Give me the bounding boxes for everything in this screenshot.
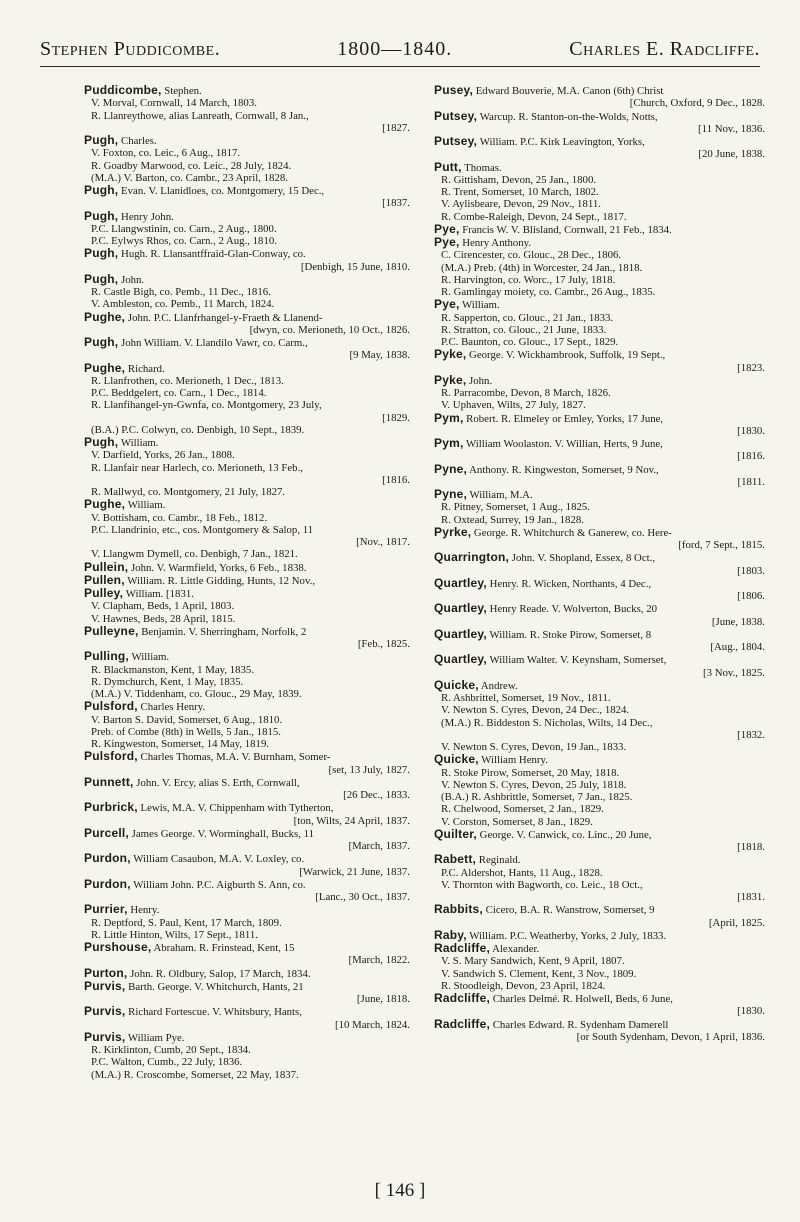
index-entry <box>434 853 769 903</box>
entry-line: (M.A.) R. Croscombe, Somerset, 22 May, 1837. <box>91 1068 299 1081</box>
entry-heading-text: George. R. Whitchurch & Ganerew, co. Here- <box>471 526 672 539</box>
entry-line: R. Llanreythowe, alias Lanreath, Cornwall, 8 Jan., <box>91 109 309 122</box>
entry-line: R. Ashbrittel, Somerset, 19 Nov., 1811. <box>441 692 611 704</box>
entry-continuation: [1830. <box>737 1005 765 1018</box>
entry-continuation: [1806. <box>737 590 765 602</box>
entry-line: R. Castle Bigh, co. Pemb., 11 Dec., 1816. <box>91 286 271 298</box>
entry-line: R. Harvington, co. Worc., 17 July, 1818. <box>441 273 616 286</box>
entry-surname: Purdon, <box>84 876 131 891</box>
index-entry <box>84 801 414 827</box>
entry-continuation: [9 May, 1838. <box>349 349 410 362</box>
entry-line: R. Little Hinton, Wilts, 17 Sept., 1811. <box>91 928 258 941</box>
entry-line: R. Stoodleigh, Devon, 23 April, 1824. <box>441 979 606 992</box>
entry-line: P.C. Eylwys Rhos, co. Carn., 2 Aug., 1810. <box>91 235 277 247</box>
page-number: [ 146 ] <box>374 1180 426 1201</box>
entry-line: R. Mallwyd, co. Montgomery, 21 July, 1827. <box>91 486 286 498</box>
entry-surname: Pusey, <box>434 83 473 97</box>
entry-surname: Pym, <box>434 436 464 450</box>
entry-line: P.C. Aldershot, Hants, 11 Aug., 1828. <box>441 866 603 879</box>
entry-surname: Purvis, <box>84 1029 126 1044</box>
entry-heading-text: Francis W. V. Blisland, Cornwall, 21 Feb., 1834. <box>459 223 672 236</box>
entry-heading-text: George. V. Canwick, co. Linc., 20 June, <box>476 828 652 841</box>
index-entry <box>84 700 414 750</box>
entry-surname: Putsey, <box>434 108 478 123</box>
entry-line: V. Darfield, Yorks, 26 Jan., 1808. <box>91 449 235 462</box>
index-entry <box>84 273 414 311</box>
index-entry <box>434 135 769 161</box>
index-entry <box>84 625 414 651</box>
entry-heading-text: William. <box>128 651 170 664</box>
index-entry <box>434 929 769 942</box>
index-entry <box>434 551 769 577</box>
entry-surname: Purshouse, <box>84 940 152 954</box>
entry-line: R. Llanfihangel-yn-Gwnfa, co. Montgomery, 23 July, <box>91 399 322 412</box>
entry-continuation: [26 Dec., 1833. <box>343 789 410 801</box>
index-entry <box>434 577 769 603</box>
entry-line: R. Goadby Marwood, co. Leic., 28 July, 1824. <box>91 159 292 172</box>
entry-line: P.C. Walton, Cumb., 22 July, 1836. <box>91 1056 243 1069</box>
entry-line: C. Cirencester, co. Glouc., 28 Dec., 1806. <box>441 249 622 262</box>
entry-line: V. Newton S. Cyres, Devon, 19 Jan., 1833. <box>441 741 627 753</box>
entry-continuation: [1811. <box>737 475 765 488</box>
entry-line: (M.A.) V. Barton, co. Cambr., 23 April, 1828. <box>91 171 288 184</box>
entry-heading-text: Richard Fortescue. V. Whitsbury, Hants, <box>125 1006 302 1019</box>
entry-line: (M.A.) Preb. (4th) in Worcester, 24 Jan., 1818. <box>441 261 643 274</box>
entry-continuation: [ton, Wilts, 24 April, 1837. <box>293 814 410 827</box>
entry-surname: Pulley, <box>84 586 124 600</box>
entry-surname: Quartley, <box>434 652 487 667</box>
index-entry <box>434 374 769 412</box>
entry-line: V. Sandwich S. Clement, Kent, 3 Nov., 1809. <box>441 967 637 980</box>
entry-surname: Purvis, <box>84 978 126 993</box>
entry-surname: Pyke, <box>434 347 467 362</box>
entry-heading-text: William. P.C. Kirk Leavington, Yorks, <box>477 136 645 148</box>
entry-surname: Pugh, <box>84 435 119 449</box>
entry-surname: Pughe, <box>84 497 126 512</box>
entry-continuation: [1832. <box>737 728 765 741</box>
entry-heading-text: Thomas. <box>461 161 502 174</box>
index-entry <box>84 336 414 362</box>
index-entry <box>434 903 769 929</box>
index-entry <box>434 753 769 828</box>
entry-heading-text: James George. V. Worminghall, Bucks, 11 <box>128 827 315 840</box>
entry-heading-text: William. R. Stoke Pirow, Somerset, 8 <box>486 628 652 641</box>
index-entry <box>84 498 414 560</box>
entry-surname: Rabett, <box>434 852 477 867</box>
entry-line: (M.A.) R. Biddeston S. Nicholas, Wilts, 14 Dec., <box>441 716 653 729</box>
entry-heading-text: Evan. V. Llanidloes, co. Montgomery, 15 Dec., <box>118 185 325 197</box>
entry-line: (B.A.) R. Ashbrittle, Somerset, 7 Jan., 1825. <box>441 791 633 803</box>
entry-continuation: [1831. <box>737 891 765 903</box>
index-entry <box>434 679 769 754</box>
entry-heading-text: William Henry. <box>478 754 548 767</box>
entry-heading-text: John. V. Warmfield, Yorks, 6 Feb., 1838. <box>128 561 307 574</box>
entry-continuation: [1827. <box>382 121 410 134</box>
entry-heading-text: John. <box>118 273 145 286</box>
entry-surname: Pulsford, <box>84 699 138 714</box>
entry-heading-text: William, M.A. <box>467 489 533 501</box>
entry-line: V. Bottisham, co. Cambr., 18 Feb., 1812. <box>91 511 268 524</box>
entry-continuation: [April, 1825. <box>708 916 765 929</box>
columns <box>84 84 774 1164</box>
entry-line: R. Trent, Somerset, 10 March, 1802. <box>441 186 599 198</box>
entry-heading-text: Robert. R. Elmeley or Emley, Yorks, 17 June, <box>463 412 664 425</box>
index-entry <box>84 852 414 878</box>
entry-surname: Pugh, <box>84 183 119 197</box>
entry-line: R. Chelwood, Somerset, 2 Jan., 1829. <box>441 803 604 816</box>
index-entry <box>434 1018 769 1044</box>
entry-surname: Pyrke, <box>434 524 472 539</box>
entry-heading-text: Reginald. <box>476 854 521 867</box>
entry-surname: Pullein, <box>84 559 129 574</box>
entry-line: (M.A.) V. Tiddenham, co. Glouc., 29 May, 1839. <box>91 688 302 700</box>
entry-heading-text: John. V. Shopland, Essex, 8 Oct., <box>509 552 656 565</box>
entry-surname: Purdon, <box>84 851 131 866</box>
entry-heading-text: Charles Delmé. R. Holwell, Beds, 6 June, <box>490 993 673 1005</box>
entry-surname: Pyne, <box>434 461 468 476</box>
entry-heading-text: William Pye. <box>125 1031 185 1044</box>
entry-surname: Pulling, <box>84 649 129 664</box>
entry-line: R. Pitney, Somerset, 1 Aug., 1825. <box>441 501 590 514</box>
entry-heading-text: Henry Anthony. <box>459 237 532 249</box>
entry-continuation: [Denbigh, 15 June, 1810. <box>300 260 410 273</box>
entry-heading-text: Andrew. <box>478 679 518 692</box>
entry-surname: Quicke, <box>434 677 479 692</box>
index-entry <box>434 488 769 526</box>
entry-line: R. Kirklinton, Cumb, 20 Sept., 1834. <box>91 1044 251 1056</box>
entry-continuation: [June, 1818. <box>356 993 410 1005</box>
entry-heading-text: Charles. <box>118 135 157 147</box>
entry-line: (B.A.) P.C. Colwyn, co. Denbigh, 10 Sept., 1839. <box>91 423 305 436</box>
entry-heading-text: Anthony. R. Kingweston, Somerset, 9 Nov., <box>467 463 659 476</box>
entry-heading-text: Charles Thomas, M.A. V. Burnham, Somer- <box>137 751 331 764</box>
entry-heading-text: Alexander. <box>490 943 540 955</box>
index-entry <box>84 247 414 273</box>
entry-continuation: [11 Nov., 1836. <box>698 122 765 135</box>
entry-heading-text: William. [1831. <box>123 588 194 600</box>
entry-surname: Radcliffe, <box>434 941 491 955</box>
entry-continuation: [1837. <box>382 197 410 210</box>
left-column <box>84 84 414 1164</box>
index-entry <box>434 348 769 374</box>
index-entry <box>84 1031 414 1081</box>
entry-surname: Pugh, <box>84 133 119 147</box>
entry-line: R. Llanfrothen, co. Merioneth, 1 Dec., 1813. <box>91 374 284 387</box>
entry-heading-text: Edward Bouverie, M.A. Canon (6th) Christ <box>473 85 664 97</box>
entry-line: P.C. Llangwstinin, co. Carn., 2 Aug., 1800. <box>91 222 277 235</box>
entry-heading-text: John. R. Oldbury, Salop, 17 March, 1834. <box>127 967 311 980</box>
index-entry <box>84 980 414 1006</box>
entry-line: R. Dymchurch, Kent, 1 May, 1835. <box>91 675 244 688</box>
entry-surname: Purbrick, <box>84 800 138 815</box>
entry-continuation: [Church, Oxford, 9 Dec., 1828. <box>629 97 765 110</box>
entry-continuation: [1816. <box>382 473 410 486</box>
entry-line: R. Sapperton, co. Glouc., 21 Jan., 1833. <box>441 311 614 324</box>
running-head-left: Stephen Puddicombe. <box>40 38 221 60</box>
entry-surname: Putsey, <box>434 134 478 148</box>
entry-surname: Pullen, <box>84 572 125 587</box>
entry-line: P.C. Baunton, co. Glouc., 17 Sept., 1829. <box>441 336 619 348</box>
index-entry <box>84 362 414 437</box>
index-entry <box>84 311 414 337</box>
entry-heading-text: Charles Edward. R. Sydenham Damerell <box>490 1018 669 1031</box>
index-entry <box>84 878 414 904</box>
entry-line: V. Uphaven, Wilts, 27 July, 1827. <box>441 399 586 412</box>
entry-line: R. Parracombe, Devon, 8 March, 1826. <box>441 387 611 399</box>
entry-heading-text: Barth. George. V. Whitchurch, Hants, 21 <box>125 980 304 993</box>
entry-line: V. Barton S. David, Somerset, 6 Aug., 1810. <box>91 713 283 726</box>
entry-heading-text: Cicero, B.A. R. Wanstrow, Somerset, 9 <box>482 904 655 917</box>
entry-line: R. Gamlingay moiety, co. Cambr., 26 Aug., 1835. <box>441 286 656 298</box>
entry-line: V. Newton S. Cyres, Devon, 24 Dec., 1824. <box>441 704 630 717</box>
index-entry <box>84 561 414 574</box>
entry-surname: Pugh, <box>84 208 119 223</box>
entry-surname: Puddicombe, <box>84 83 162 97</box>
index-entry <box>84 827 414 853</box>
entry-surname: Quartley, <box>434 575 487 590</box>
entry-continuation: [1803. <box>737 564 765 577</box>
entry-heading-text: John. P.C. Llanfrhangel-y-Fraeth & Llanend- <box>125 311 323 324</box>
index-entry <box>434 298 769 348</box>
entry-surname: Pyke, <box>434 372 467 387</box>
index-entry <box>84 1005 414 1031</box>
entry-surname: Quarrington, <box>434 550 510 565</box>
entry-continuation: [20 June, 1838. <box>698 148 765 161</box>
entry-heading-text: William. <box>125 499 166 512</box>
index-entry <box>434 236 769 298</box>
entry-line: R. Oxtead, Surrey, 19 Jan., 1828. <box>441 513 584 526</box>
entry-surname: Pyne, <box>434 487 468 501</box>
entry-heading-text: William. <box>459 299 500 312</box>
index-entry <box>434 942 769 992</box>
entry-line: V. Foxton, co. Leic., 6 Aug., 1817. <box>91 147 241 160</box>
index-entry <box>84 134 414 184</box>
running-head <box>40 38 760 61</box>
entry-heading-text: Richard. <box>125 362 165 375</box>
entry-continuation: [March, 1822. <box>348 954 410 967</box>
index-entry <box>434 653 769 679</box>
index-entry <box>84 84 414 134</box>
entry-surname: Quartley, <box>434 626 487 641</box>
entry-heading-text: George. V. Wickhambrook, Suffolk, 19 Sept., <box>466 349 666 362</box>
entry-continuation: [1830. <box>737 424 765 437</box>
index-entry <box>434 526 769 552</box>
entry-surname: Pulleyne, <box>84 623 139 638</box>
entry-heading-text: William Casaubon, M.A. V. Loxley, co. <box>130 853 305 866</box>
entry-heading-text: Lewis, M.A. V. Chippenham with Tytherton, <box>137 802 334 815</box>
entry-line: R. Kingweston, Somerset, 14 May, 1819. <box>91 738 270 750</box>
entry-surname: Pye, <box>434 235 460 249</box>
entry-surname: Purrier, <box>84 902 128 917</box>
index-entry <box>84 967 414 980</box>
entry-continuation: [1823. <box>737 361 765 374</box>
index-entry <box>434 437 769 463</box>
entry-continuation: [dwyn, co. Merioneth, 10 Oct., 1826. <box>249 323 410 336</box>
entry-surname: Putt, <box>434 159 462 174</box>
index-entry <box>84 750 414 776</box>
entry-continuation: [1818. <box>737 841 765 853</box>
entry-heading-text: William. R. Little Gidding, Hunts, 12 Nov., <box>124 574 316 587</box>
entry-line: R. Gittisham, Devon, 25 Jan., 1800. <box>441 173 597 186</box>
entry-line: V. Morval, Cornwall, 14 March, 1803. <box>91 97 257 110</box>
entry-heading-text: William. P.C. Weatherby, Yorks, 2 July, 1833. <box>466 929 667 942</box>
entry-surname: Quilter, <box>434 826 477 841</box>
index-entry <box>84 184 414 210</box>
entry-surname: Purcell, <box>84 825 129 840</box>
entry-line: R. Combe-Raleigh, Devon, 24 Sept., 1817. <box>441 210 627 223</box>
entry-surname: Punnett, <box>84 774 134 789</box>
index-entry <box>84 587 414 625</box>
running-head-date-range: 1800—1840. <box>337 38 453 60</box>
entry-heading-text: William Walter. V. Keynsham, Somerset, <box>486 654 667 667</box>
entry-surname: Pulsford, <box>84 749 138 764</box>
index-entry <box>84 436 414 498</box>
index-entry <box>434 602 769 628</box>
entry-heading-text: William. <box>118 437 159 449</box>
index-entry <box>84 776 414 802</box>
entry-heading-text: Warcup. R. Stanton-on-the-Wolds, Notts, <box>477 110 658 123</box>
entry-line: Preb. of Combe (8th) in Wells, 5 Jan., 1815. <box>91 725 281 738</box>
entry-continuation: [or South Sydenham, Devon, 1 April, 1836. <box>576 1030 765 1043</box>
entry-line: P.C. Beddgelert, co. Carn., 1 Dec., 1814. <box>91 387 267 399</box>
entry-line: V. Corston, Somerset, 8 Jan., 1829. <box>441 815 593 828</box>
index-entry <box>434 223 769 236</box>
index-entry <box>434 628 769 654</box>
index-entry <box>434 412 769 438</box>
entry-line: R. Stoke Pirow, Somerset, 20 May, 1818. <box>441 766 620 779</box>
entry-line: R. Blackmanston, Kent, 1 May, 1835. <box>91 663 255 676</box>
entry-heading-text: Henry Reade. V. Wolverton, Bucks, 20 <box>486 603 657 616</box>
entry-surname: Pye, <box>434 221 460 236</box>
entry-heading-text: John. V. Ercy, alias S. Erth, Cornwall, <box>133 776 300 789</box>
right-column <box>434 84 769 1164</box>
entry-heading-text: William John. P.C. Aigburth S. Ann, co. <box>130 878 306 891</box>
index-entry <box>434 161 769 223</box>
entry-heading-text: Abraham. R. Frinstead, Kent, 15 <box>151 942 295 954</box>
entry-continuation: [ford, 7 Sept., 1815. <box>678 539 765 551</box>
index-entry <box>434 463 769 489</box>
entry-continuation: [Nov., 1817. <box>356 536 410 548</box>
entry-line: R. Deptford, S. Paul, Kent, 17 March, 1809. <box>91 916 282 929</box>
entry-heading-text: Hugh. R. Llansantffraid-Glan-Conway, co. <box>118 248 306 261</box>
entry-surname: Quicke, <box>434 752 479 767</box>
index-entry <box>84 903 414 941</box>
entry-surname: Purton, <box>84 965 128 980</box>
entry-surname: Radcliffe, <box>434 991 491 1005</box>
entry-surname: Pughe, <box>84 360 126 375</box>
entry-surname: Raby, <box>434 927 467 942</box>
entry-continuation: [Feb., 1825. <box>357 638 410 650</box>
entry-heading-text: Benjamin. V. Sherringham, Norfolk, 2 <box>138 625 307 638</box>
entry-continuation: [Lanc., 30 Oct., 1837. <box>315 891 410 903</box>
index-entry <box>84 210 414 248</box>
entry-continuation: [set, 13 July, 1827. <box>328 763 410 776</box>
index-entry <box>84 941 414 967</box>
entry-surname: Quartley, <box>434 601 487 616</box>
index-entry <box>434 110 769 136</box>
entry-heading-text: William Woolaston. V. Willian, Herts, 9 June, <box>463 438 663 450</box>
entry-surname: Pugh, <box>84 271 119 286</box>
entry-continuation: [Aug., 1804. <box>710 641 765 653</box>
entry-heading-text: Stephen. <box>161 85 202 97</box>
entry-continuation: [June, 1838. <box>711 615 765 628</box>
entry-line: V. Aylisbeare, Devon, 29 Nov., 1811. <box>441 198 601 211</box>
header-rule <box>40 66 760 67</box>
entry-surname: Pym, <box>434 410 464 425</box>
entry-heading-text: Henry John. <box>118 210 174 223</box>
entry-heading-text: Henry. <box>127 904 160 917</box>
entry-heading-text: John William. V. Llandilo Vawr, co. Carm., <box>118 337 308 349</box>
index-entry <box>434 84 769 110</box>
entry-surname: Pughe, <box>84 309 126 324</box>
entry-line: P.C. Llandrinio, etc., cos. Montgomery & Salop, 11 <box>91 523 314 536</box>
entry-line: R. Stratton, co. Glouc., 21 June, 1833. <box>441 323 607 336</box>
entry-surname: Pugh, <box>84 335 119 349</box>
entry-heading-text: John. <box>466 374 493 387</box>
index-entry <box>84 574 414 587</box>
entry-surname: Pye, <box>434 297 460 312</box>
entry-surname: Pugh, <box>84 246 119 261</box>
entry-line: V. S. Mary Sandwich, Kent, 9 April, 1807. <box>441 955 625 968</box>
entry-continuation: [Warwick, 21 June, 1837. <box>299 865 410 878</box>
entry-line: V. Clapham, Beds, 1 April, 1803. <box>91 600 235 613</box>
entry-line: V. Hawnes, Beds, 28 April, 1815. <box>91 612 236 625</box>
entry-surname: Purvis, <box>84 1004 126 1019</box>
index-entry <box>84 650 414 700</box>
entry-heading-text: Charles Henry. <box>137 701 206 714</box>
entry-line: V. Newton S. Cyres, Devon, 25 July, 1818. <box>441 778 627 791</box>
entry-continuation: [1829. <box>382 411 410 424</box>
index-entry <box>434 992 769 1018</box>
entry-line: V. Llangwm Dymell, co. Denbigh, 7 Jan., 1821. <box>91 548 298 561</box>
entry-line: V. Ambleston, co. Pemb., 11 March, 1824. <box>91 298 275 311</box>
entry-surname: Radcliffe, <box>434 1016 491 1031</box>
entry-heading-text: Henry. R. Wicken, Northants, 4 Dec., <box>486 577 652 590</box>
entry-continuation: [3 Nov., 1825. <box>703 666 765 679</box>
running-head-right: Charles E. Radcliffe. <box>569 38 760 60</box>
entry-surname: Rabbits, <box>434 902 483 917</box>
index-entry <box>434 828 769 854</box>
entry-line: R. Llanfair near Harlech, co. Merioneth, 13 Feb., <box>91 461 303 474</box>
entry-continuation: [10 March, 1824. <box>335 1018 410 1031</box>
entry-line: V. Thornton with Bagworth, co. Leic., 18 Oct., <box>441 878 643 891</box>
entry-continuation: [1816. <box>737 450 765 463</box>
entry-continuation: [March, 1837. <box>348 840 410 852</box>
